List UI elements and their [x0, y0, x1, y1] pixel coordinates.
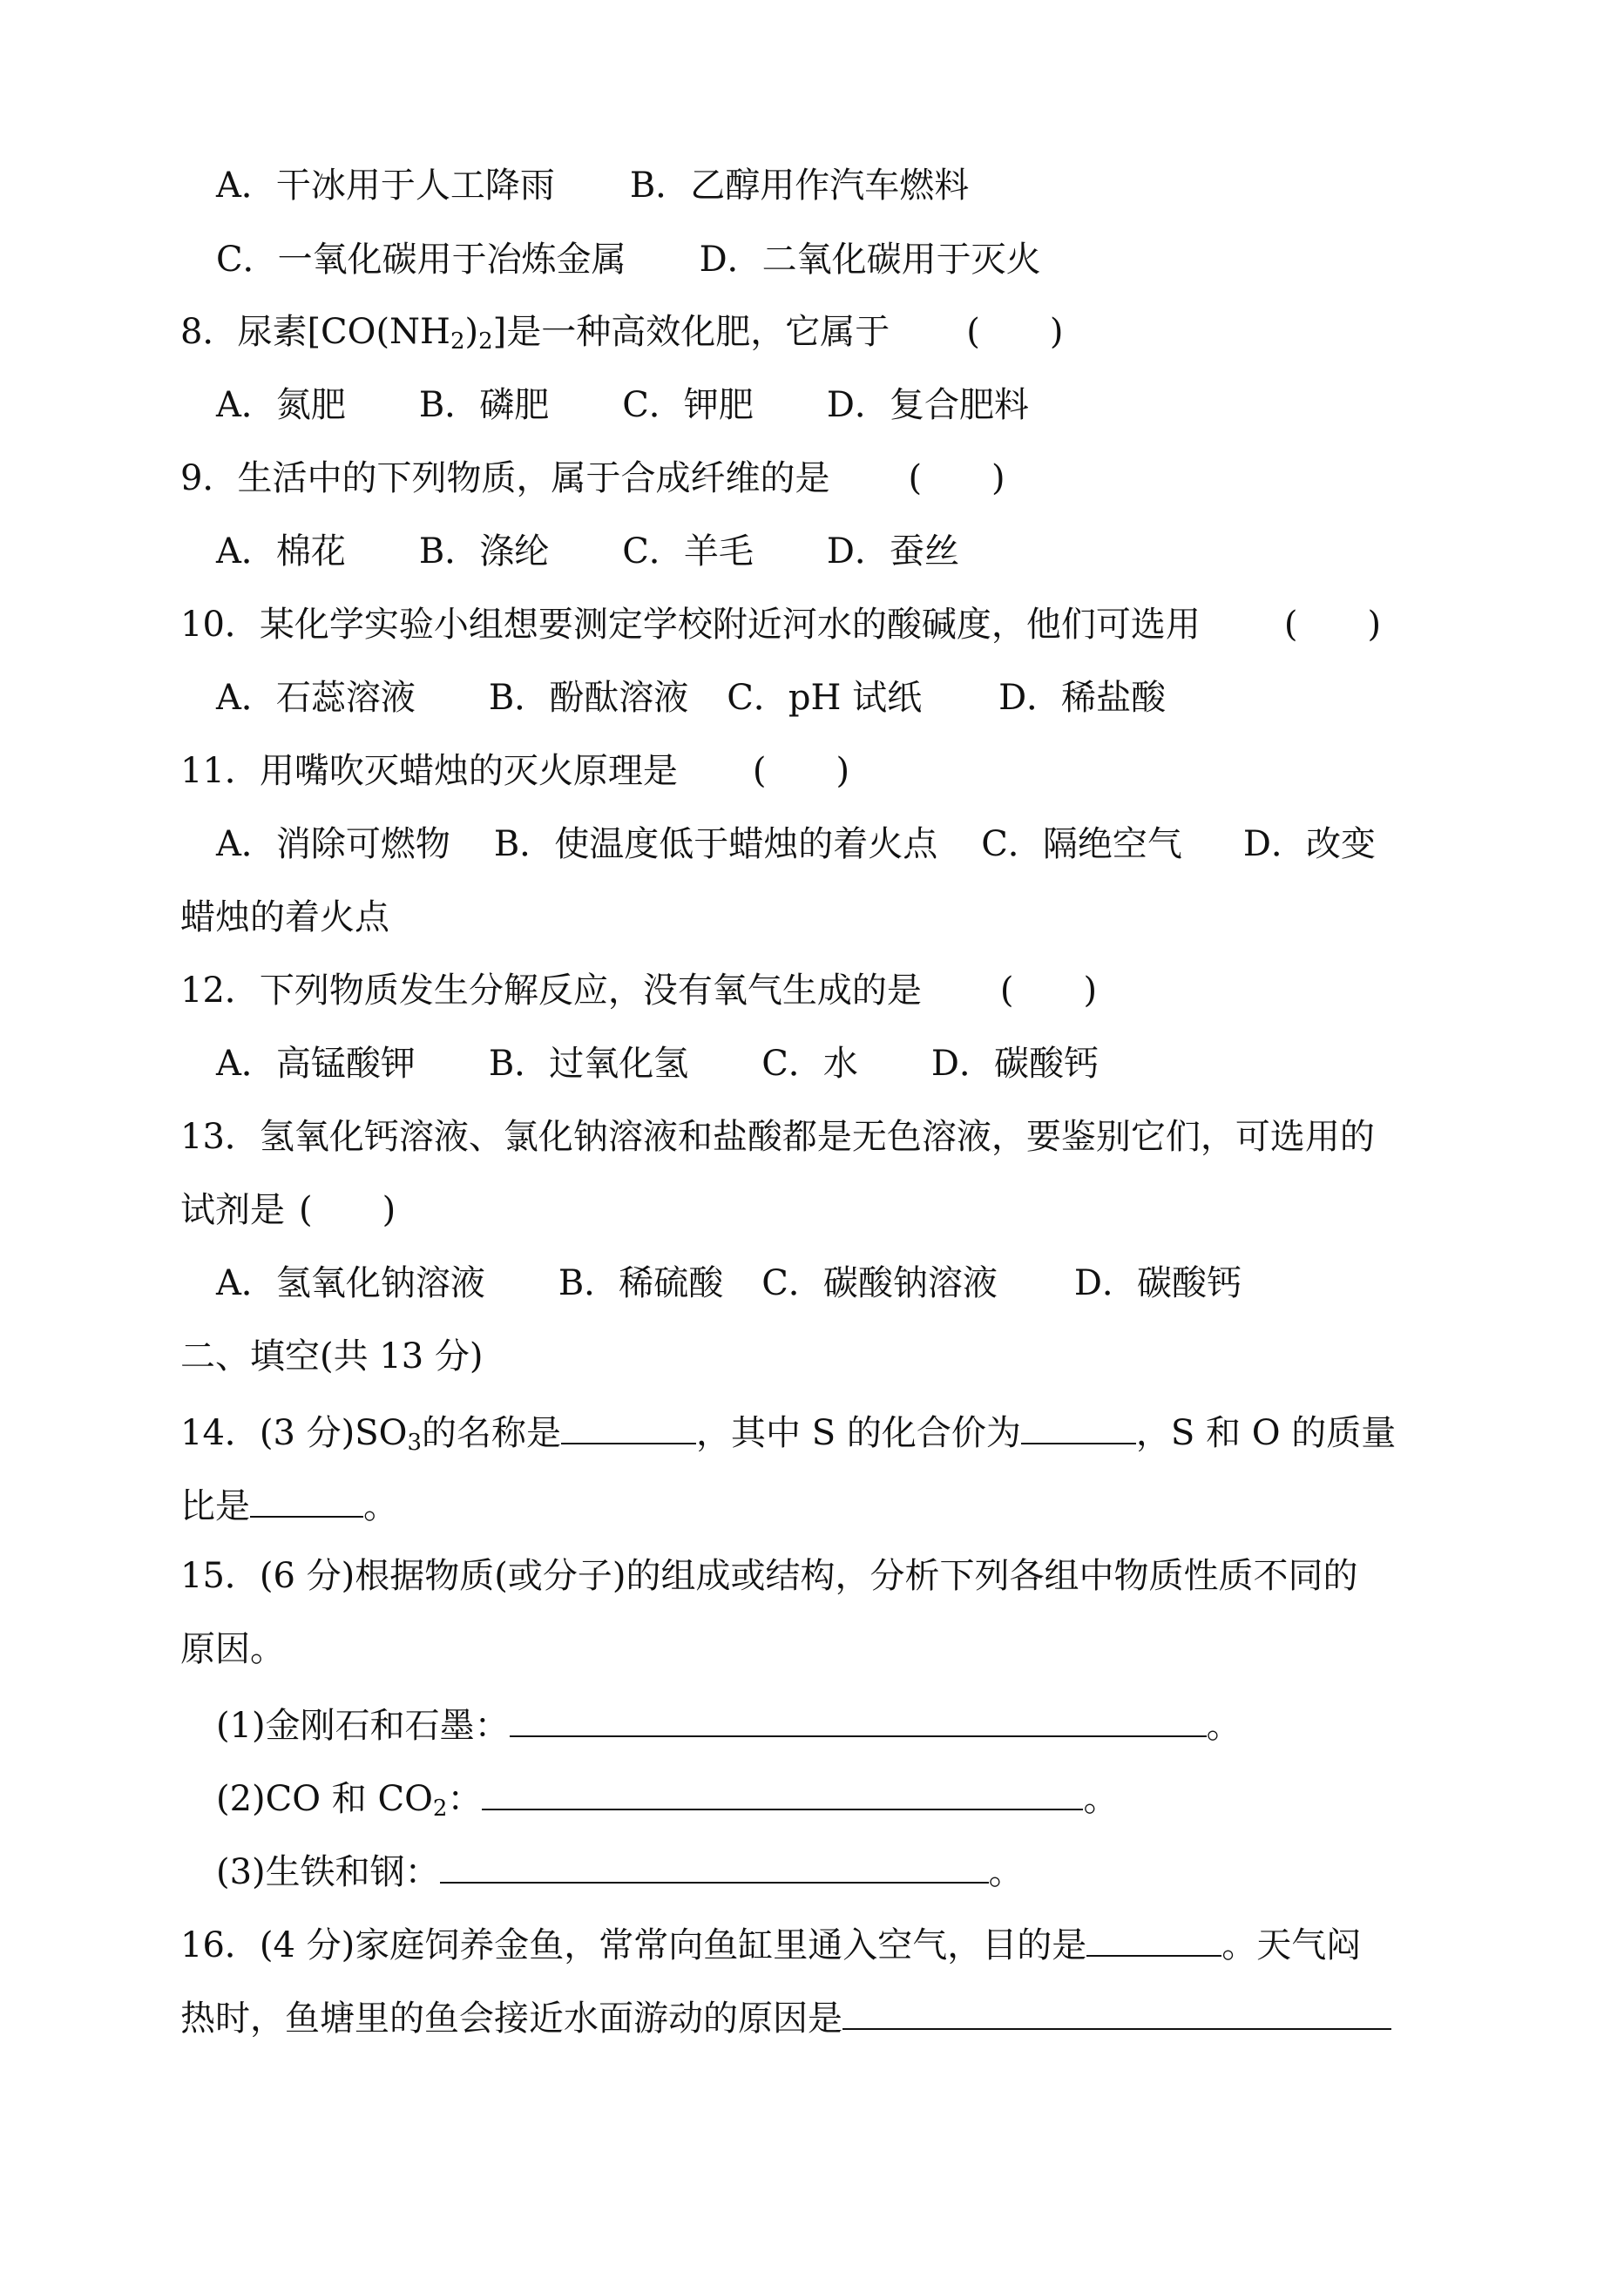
q8-stem-part3: ]是一种高效化肥，它属于 [492, 312, 890, 352]
q14-text-5: 比是 [180, 1486, 250, 1526]
q15-part1-label: (1)金刚石和石墨： [216, 1706, 510, 1746]
q15-part1 [216, 1701, 1242, 1748]
q7-option-b: B．乙醇用作汽车燃料 [629, 166, 970, 206]
q14-text-4: ，S 和 O 的质量 [1135, 1413, 1397, 1453]
q15-part1-blank[interactable] [510, 1701, 1207, 1737]
q10-answer-paren: ( ) [1283, 605, 1382, 645]
q15-part2-subscript: 2 [432, 1796, 448, 1822]
q12-option-b: B．过氧化氢 [488, 1044, 689, 1084]
q15-stem-line1: 15．(6 分)根据物质(或分子)的组成或结构，分析下列各组中物质性质不同的 [180, 1556, 1358, 1596]
q12-stem-text: 12．下列物质发生分解反应，没有氧气生成的是 [180, 971, 922, 1011]
q8-answer-paren: ( ) [966, 312, 1064, 352]
q12-option-c: C．水 [761, 1044, 858, 1084]
q7-option-c: C．一氧化碳用于冶炼金属 [216, 240, 626, 280]
q11-stem-text: 11．用嘴吹灭蜡烛的灭火原理是 [180, 751, 678, 791]
q10-stem [180, 603, 1381, 646]
q14-subscript: 3 [407, 1430, 423, 1456]
q11-option-c: C．隔绝空气 [981, 824, 1182, 864]
q8-subscript-1: 2 [450, 328, 465, 355]
q9-options [216, 530, 959, 573]
q10-option-a: A．石蕊溶液 [216, 678, 416, 718]
q14-blank-name[interactable] [561, 1408, 696, 1444]
q10-stem-text: 10．某化学实验小组想要测定学校附近河水的酸碱度，他们可选用 [180, 605, 1201, 645]
q8-stem-part2: ) [464, 312, 479, 352]
q9-option-b: B．涤纶 [418, 531, 550, 572]
q15-part2 [216, 1774, 1118, 1830]
q13-option-b: B．稀硫酸 [558, 1263, 724, 1303]
q15-part2-period: 。 [1083, 1779, 1119, 1819]
q16-line1 [180, 1920, 1361, 1967]
q16-blank-purpose[interactable] [1086, 1920, 1221, 1957]
q15-part1-period: 。 [1206, 1706, 1242, 1746]
q15-part2-blank[interactable] [482, 1774, 1083, 1810]
q13-stem-line2 [180, 1188, 396, 1232]
q8-stem [180, 310, 1063, 363]
q7-option-a: A．干冰用于人工降雨 [216, 166, 555, 206]
q16-blank-reason[interactable] [842, 1993, 1391, 2030]
q12-option-d: D．碳酸钙 [930, 1044, 1099, 1084]
q8-subscript-2: 2 [478, 328, 493, 355]
q11-stem [180, 749, 849, 793]
q12-answer-paren: ( ) [999, 971, 1098, 1011]
q14-text-6: 。 [363, 1486, 398, 1526]
q16-text-3: 热时，鱼塘里的鱼会接近水面游动的原因是 [180, 1999, 842, 2039]
q14-blank-valence[interactable] [1021, 1408, 1136, 1444]
q16-line2 [180, 1993, 1391, 2040]
q9-option-a: A．棉花 [216, 531, 346, 572]
q14-text-2: 的名称是 [422, 1413, 562, 1453]
q10-options [216, 676, 1166, 720]
q11-option-b: B．使温度低于蜡烛的着火点 [493, 824, 938, 864]
q7-options-row2 [216, 238, 1041, 281]
q13-stem-text: 试剂是 [180, 1190, 285, 1230]
q15-part3-period: 。 [988, 1852, 1024, 1892]
q11-option-d-continued: 蜡烛的着火点 [180, 897, 389, 937]
q12-options [216, 1042, 1099, 1086]
q16-text-1: 16．(4 分)家庭饲养金鱼，常常向鱼缸里通入空气，目的是 [180, 1925, 1087, 1965]
q10-option-c: C．pH 试纸 [727, 678, 923, 718]
q13-answer-paren: ( ) [299, 1190, 396, 1230]
q14-line2 [180, 1481, 398, 1528]
q7-option-d: D．二氧化碳用于灭火 [699, 240, 1041, 280]
section-2-heading: 二、填空(共 13 分) [180, 1336, 484, 1376]
q14-text-1: 14．(3 分)SO [180, 1413, 408, 1453]
q12-option-a: A．高锰酸钾 [216, 1044, 416, 1084]
q8-option-a: A．氮肥 [216, 385, 346, 425]
q8-option-d: D．复合肥料 [826, 385, 1029, 425]
q9-stem-text: 9．生活中的下列物质，属于合成纤维的是 [180, 458, 830, 498]
q12-stem [180, 969, 1097, 1012]
q15-part3-blank[interactable] [440, 1847, 989, 1884]
q11-answer-paren: ( ) [752, 751, 850, 791]
q11-option-d: D．改变 [1242, 824, 1376, 864]
q14-blank-mass-ratio[interactable] [250, 1481, 363, 1518]
q10-option-d: D．稀盐酸 [998, 678, 1167, 718]
q16-text-2: 。天气闷 [1221, 1925, 1362, 1965]
q13-option-d: D．碳酸钙 [1073, 1263, 1242, 1303]
q13-option-c: C．碳酸钠溶液 [761, 1263, 998, 1303]
q15-part2-label: (2)CO 和 CO [216, 1779, 433, 1819]
q14-line1 [180, 1408, 1396, 1464]
q11-options [216, 822, 1376, 866]
q15-stem-line2: 原因。 [180, 1629, 285, 1669]
q9-stem [180, 457, 1005, 500]
q13-stem-line1: 13．氢氧化钙溶液、氯化钠溶液和盐酸都是无色溶液，要鉴别它们，可选用的 [180, 1117, 1375, 1157]
q11-option-a: A．消除可燃物 [216, 824, 450, 864]
q8-options [216, 383, 1029, 427]
q8-option-c: C．钾肥 [622, 385, 754, 425]
q7-options-row1 [216, 164, 969, 207]
q15-part3-label: (3)生铁和钢： [216, 1852, 440, 1892]
q9-option-c: C．羊毛 [622, 531, 754, 572]
q15-part3 [216, 1847, 1024, 1894]
q10-option-b: B．酚酞溶液 [488, 678, 689, 718]
q9-answer-paren: ( ) [908, 458, 1005, 498]
q8-option-b: B．磷肥 [418, 385, 550, 425]
q8-stem-part1: 8．尿素[CO(NH [180, 312, 450, 352]
q9-option-d: D．蚕丝 [826, 531, 959, 572]
q13-options [216, 1261, 1242, 1305]
q14-text-3: ，其中 S 的化合价为 [696, 1413, 1021, 1453]
q13-option-a: A．氢氧化钠溶液 [216, 1263, 485, 1303]
q15-part2-colon: ： [447, 1779, 483, 1819]
